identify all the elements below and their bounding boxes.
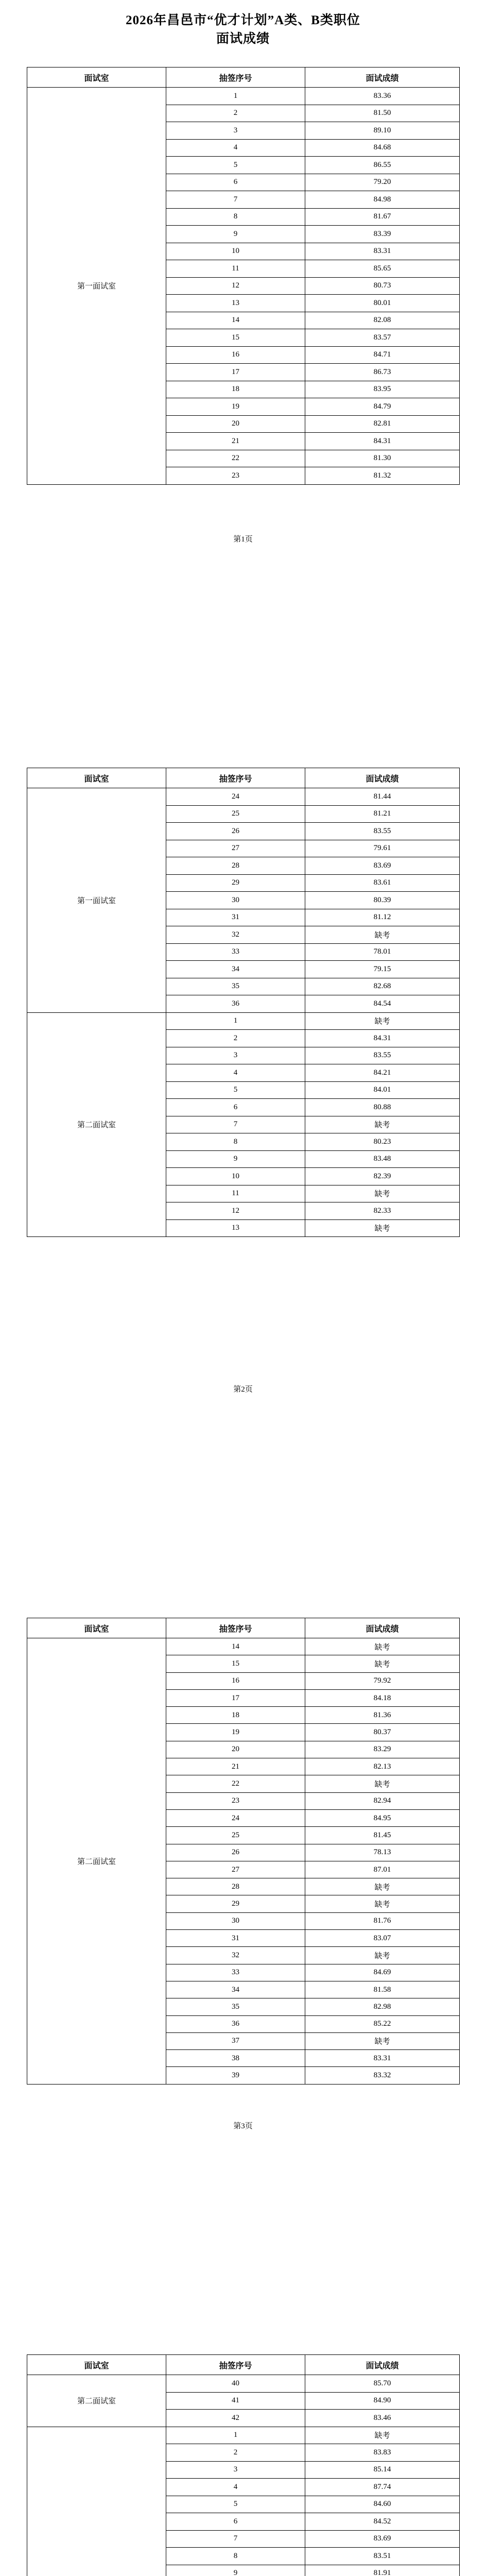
table-page — [27, 1618, 459, 2084]
draw-number-cell: 15 — [166, 329, 305, 347]
score-cell: 缺考 — [305, 1012, 460, 1030]
draw-number-cell: 24 — [166, 1809, 305, 1826]
score-cell: 84.60 — [305, 2496, 460, 2513]
score-cell: 85.70 — [305, 2375, 460, 2393]
score-cell: 84.95 — [305, 1809, 460, 1826]
draw-number-cell: 7 — [166, 2530, 305, 2548]
draw-number-cell: 15 — [166, 1655, 305, 1672]
header-room: 面试室 — [27, 768, 166, 788]
draw-number-cell: 41 — [166, 2392, 305, 2410]
draw-number-cell: 16 — [166, 346, 305, 364]
draw-number-cell: 26 — [166, 823, 305, 840]
score-cell: 82.98 — [305, 1998, 460, 2015]
score-cell: 89.10 — [305, 122, 460, 140]
draw-number-cell: 40 — [166, 2375, 305, 2393]
score-cell: 82.39 — [305, 1168, 460, 1185]
score-cell: 84.79 — [305, 398, 460, 416]
score-cell: 83.55 — [305, 1047, 460, 1064]
draw-number-cell: 36 — [166, 2015, 305, 2032]
interview-room-cell: 第一面试室 — [27, 88, 166, 485]
draw-number-cell: 30 — [166, 1912, 305, 1929]
score-cell: 83.31 — [305, 243, 460, 260]
score-cell: 81.76 — [305, 1912, 460, 1929]
score-cell: 80.88 — [305, 1099, 460, 1116]
score-cell: 83.69 — [305, 857, 460, 875]
draw-number-cell: 29 — [166, 1895, 305, 1912]
draw-number-cell: 34 — [166, 961, 305, 978]
score-cell: 缺考 — [305, 2427, 460, 2444]
draw-number-cell: 5 — [166, 2496, 305, 2513]
score-cell: 82.81 — [305, 415, 460, 433]
table-row — [27, 88, 460, 105]
score-table — [27, 67, 460, 485]
score-cell: 81.44 — [305, 788, 460, 806]
score-cell: 82.08 — [305, 312, 460, 329]
table-row — [27, 788, 460, 806]
draw-number-cell: 12 — [166, 1202, 305, 1220]
score-cell: 80.01 — [305, 295, 460, 312]
draw-number-cell: 25 — [166, 805, 305, 823]
draw-number-cell: 27 — [166, 1861, 305, 1878]
draw-number-cell: 2 — [166, 1030, 305, 1047]
draw-number-cell: 21 — [166, 433, 305, 450]
score-cell: 83.61 — [305, 874, 460, 892]
interview-room-cell: 第二面试室 — [27, 1638, 166, 2084]
draw-number-cell: 23 — [166, 467, 305, 485]
header-row — [27, 67, 460, 88]
table-row — [27, 1638, 460, 1655]
draw-number-cell: 28 — [166, 857, 305, 875]
score-cell: 缺考 — [305, 926, 460, 944]
draw-number-cell: 34 — [166, 1981, 305, 1998]
draw-number-cell: 20 — [166, 1741, 305, 1758]
draw-number-cell: 4 — [166, 1064, 305, 1082]
score-cell: 81.32 — [305, 467, 460, 485]
header-room: 面试室 — [27, 1618, 166, 1638]
draw-number-cell: 12 — [166, 277, 305, 295]
draw-number-cell: 1 — [166, 2427, 305, 2444]
score-table — [27, 2354, 460, 2576]
score-cell: 84.71 — [305, 346, 460, 364]
draw-number-cell: 29 — [166, 874, 305, 892]
score-cell: 83.46 — [305, 2410, 460, 2427]
draw-number-cell: 19 — [166, 398, 305, 416]
draw-number-cell: 16 — [166, 1672, 305, 1689]
header-room: 面试室 — [27, 2355, 166, 2375]
score-cell: 79.20 — [305, 174, 460, 191]
score-cell: 83.51 — [305, 2548, 460, 2565]
draw-number-cell: 38 — [166, 2050, 305, 2067]
draw-number-cell: 11 — [166, 1185, 305, 1202]
interview-room-cell: 第二面试室 — [27, 2375, 166, 2427]
score-cell: 85.14 — [305, 2461, 460, 2479]
score-cell: 83.83 — [305, 2444, 460, 2462]
title-line-1: 2026年昌邑市“优才计划”A类、B类职位 — [126, 13, 360, 27]
score-cell: 85.65 — [305, 260, 460, 278]
header-draw-number: 抽签序号 — [166, 1618, 305, 1638]
score-cell: 83.36 — [305, 88, 460, 105]
score-cell: 82.13 — [305, 1758, 460, 1775]
score-cell: 82.33 — [305, 1202, 460, 1220]
draw-number-cell: 4 — [166, 139, 305, 157]
draw-number-cell: 11 — [166, 260, 305, 278]
interview-room-cell: 第一面试室 — [27, 788, 166, 1013]
draw-number-cell: 5 — [166, 157, 305, 174]
score-cell: 81.50 — [305, 105, 460, 122]
score-table — [27, 1618, 460, 2084]
draw-number-cell: 4 — [166, 2479, 305, 2496]
score-cell: 84.31 — [305, 1030, 460, 1047]
draw-number-cell: 8 — [166, 208, 305, 226]
header-row — [27, 768, 460, 788]
draw-number-cell: 22 — [166, 450, 305, 467]
document-title — [0, 11, 486, 48]
draw-number-cell: 9 — [166, 1150, 305, 1168]
table-row — [27, 2375, 460, 2393]
score-cell: 82.68 — [305, 978, 460, 995]
score-cell: 82.94 — [305, 1792, 460, 1809]
draw-number-cell: 35 — [166, 978, 305, 995]
draw-number-cell: 18 — [166, 1707, 305, 1724]
score-cell: 83.57 — [305, 329, 460, 347]
score-cell: 84.98 — [305, 191, 460, 209]
score-cell: 84.54 — [305, 995, 460, 1013]
score-cell: 79.15 — [305, 961, 460, 978]
score-cell: 缺考 — [305, 1219, 460, 1237]
header-draw-number: 抽签序号 — [166, 2355, 305, 2375]
draw-number-cell: 22 — [166, 1775, 305, 1792]
draw-number-cell: 19 — [166, 1724, 305, 1741]
score-cell: 84.52 — [305, 2513, 460, 2531]
draw-number-cell: 9 — [166, 226, 305, 243]
score-cell: 83.95 — [305, 381, 460, 398]
draw-number-cell: 9 — [166, 2565, 305, 2576]
draw-number-cell: 28 — [166, 1878, 305, 1895]
draw-number-cell: 10 — [166, 243, 305, 260]
score-cell: 84.31 — [305, 433, 460, 450]
score-cell: 86.55 — [305, 157, 460, 174]
score-cell: 87.01 — [305, 1861, 460, 1878]
score-cell: 83.39 — [305, 226, 460, 243]
score-cell: 缺考 — [305, 1775, 460, 1792]
draw-number-cell: 32 — [166, 1947, 305, 1964]
header-draw-number: 抽签序号 — [166, 67, 305, 88]
draw-number-cell: 6 — [166, 174, 305, 191]
score-cell: 84.01 — [305, 1081, 460, 1099]
draw-number-cell: 36 — [166, 995, 305, 1013]
draw-number-cell: 35 — [166, 1998, 305, 2015]
score-cell: 81.36 — [305, 1707, 460, 1724]
table-row — [27, 2427, 460, 2444]
draw-number-cell: 6 — [166, 1099, 305, 1116]
draw-number-cell: 33 — [166, 1964, 305, 1981]
header-row — [27, 1618, 460, 1638]
score-cell: 86.73 — [305, 364, 460, 381]
draw-number-cell: 23 — [166, 1792, 305, 1809]
draw-number-cell: 32 — [166, 926, 305, 944]
score-cell: 81.58 — [305, 1981, 460, 1998]
score-cell: 缺考 — [305, 1878, 460, 1895]
header-score: 面试成绩 — [305, 768, 460, 788]
draw-number-cell: 37 — [166, 2032, 305, 2049]
draw-number-cell: 3 — [166, 1047, 305, 1064]
draw-number-cell: 24 — [166, 788, 305, 806]
draw-number-cell: 31 — [166, 909, 305, 926]
draw-number-cell: 26 — [166, 1844, 305, 1861]
draw-number-cell: 2 — [166, 2444, 305, 2462]
page-number: 第3页 — [233, 2122, 253, 2130]
draw-number-cell: 17 — [166, 364, 305, 381]
title-line-2: 面试成绩 — [216, 32, 270, 46]
table-page — [27, 67, 459, 485]
score-cell: 缺考 — [305, 1116, 460, 1133]
score-cell: 79.61 — [305, 840, 460, 857]
score-table — [27, 768, 460, 1237]
draw-number-cell: 2 — [166, 105, 305, 122]
score-cell: 83.31 — [305, 2050, 460, 2067]
score-cell: 85.22 — [305, 2015, 460, 2032]
draw-number-cell: 6 — [166, 2513, 305, 2531]
score-cell: 87.74 — [305, 2479, 460, 2496]
draw-number-cell: 3 — [166, 2461, 305, 2479]
draw-number-cell: 10 — [166, 1168, 305, 1185]
draw-number-cell: 39 — [166, 2067, 305, 2084]
score-cell: 81.67 — [305, 208, 460, 226]
draw-number-cell: 1 — [166, 1012, 305, 1030]
draw-number-cell: 8 — [166, 1133, 305, 1151]
score-cell: 缺考 — [305, 1185, 460, 1202]
header-draw-number: 抽签序号 — [166, 768, 305, 788]
score-cell: 80.37 — [305, 1724, 460, 1741]
score-cell: 83.48 — [305, 1150, 460, 1168]
score-cell: 79.92 — [305, 1672, 460, 1689]
draw-number-cell: 8 — [166, 2548, 305, 2565]
page-number: 第2页 — [233, 1385, 253, 1394]
draw-number-cell: 25 — [166, 1827, 305, 1844]
score-cell: 84.90 — [305, 2392, 460, 2410]
score-cell: 缺考 — [305, 1895, 460, 1912]
score-cell: 80.39 — [305, 892, 460, 909]
score-cell: 78.01 — [305, 943, 460, 961]
draw-number-cell: 1 — [166, 88, 305, 105]
header-score: 面试成绩 — [305, 67, 460, 88]
draw-number-cell: 31 — [166, 1930, 305, 1947]
table-page — [27, 768, 459, 1237]
score-cell: 缺考 — [305, 1947, 460, 1964]
draw-number-cell: 30 — [166, 892, 305, 909]
draw-number-cell: 5 — [166, 1081, 305, 1099]
draw-number-cell: 14 — [166, 1638, 305, 1655]
draw-number-cell: 17 — [166, 1689, 305, 1706]
score-cell: 81.45 — [305, 1827, 460, 1844]
score-cell: 83.69 — [305, 2530, 460, 2548]
draw-number-cell: 27 — [166, 840, 305, 857]
score-cell: 84.68 — [305, 139, 460, 157]
score-cell: 81.12 — [305, 909, 460, 926]
score-cell: 缺考 — [305, 1638, 460, 1655]
draw-number-cell: 7 — [166, 1116, 305, 1133]
score-cell: 83.29 — [305, 1741, 460, 1758]
table-row — [27, 1012, 460, 1030]
header-score: 面试成绩 — [305, 1618, 460, 1638]
draw-number-cell: 20 — [166, 415, 305, 433]
score-cell: 84.18 — [305, 1689, 460, 1706]
score-cell: 83.07 — [305, 1930, 460, 1947]
score-cell: 84.69 — [305, 1964, 460, 1981]
score-cell: 83.55 — [305, 823, 460, 840]
score-cell: 84.21 — [305, 1064, 460, 1082]
header-room: 面试室 — [27, 67, 166, 88]
draw-number-cell: 14 — [166, 312, 305, 329]
draw-number-cell: 7 — [166, 191, 305, 209]
score-cell: 缺考 — [305, 1655, 460, 1672]
draw-number-cell: 33 — [166, 943, 305, 961]
table-page — [27, 2354, 459, 2576]
draw-number-cell: 42 — [166, 2410, 305, 2427]
score-cell: 78.13 — [305, 1844, 460, 1861]
score-cell: 83.32 — [305, 2067, 460, 2084]
header-score: 面试成绩 — [305, 2355, 460, 2375]
score-cell: 81.91 — [305, 2565, 460, 2576]
draw-number-cell: 13 — [166, 1219, 305, 1237]
interview-room-cell: 第二面试室 — [27, 1012, 166, 1237]
score-cell: 81.21 — [305, 805, 460, 823]
score-cell: 80.23 — [305, 1133, 460, 1151]
header-row — [27, 2355, 460, 2375]
draw-number-cell: 21 — [166, 1758, 305, 1775]
score-cell: 80.73 — [305, 277, 460, 295]
page-number: 第1页 — [233, 535, 253, 544]
score-cell: 缺考 — [305, 2032, 460, 2049]
interview-room-cell — [27, 2427, 166, 2576]
draw-number-cell: 18 — [166, 381, 305, 398]
draw-number-cell: 3 — [166, 122, 305, 140]
draw-number-cell: 13 — [166, 295, 305, 312]
score-cell: 81.30 — [305, 450, 460, 467]
